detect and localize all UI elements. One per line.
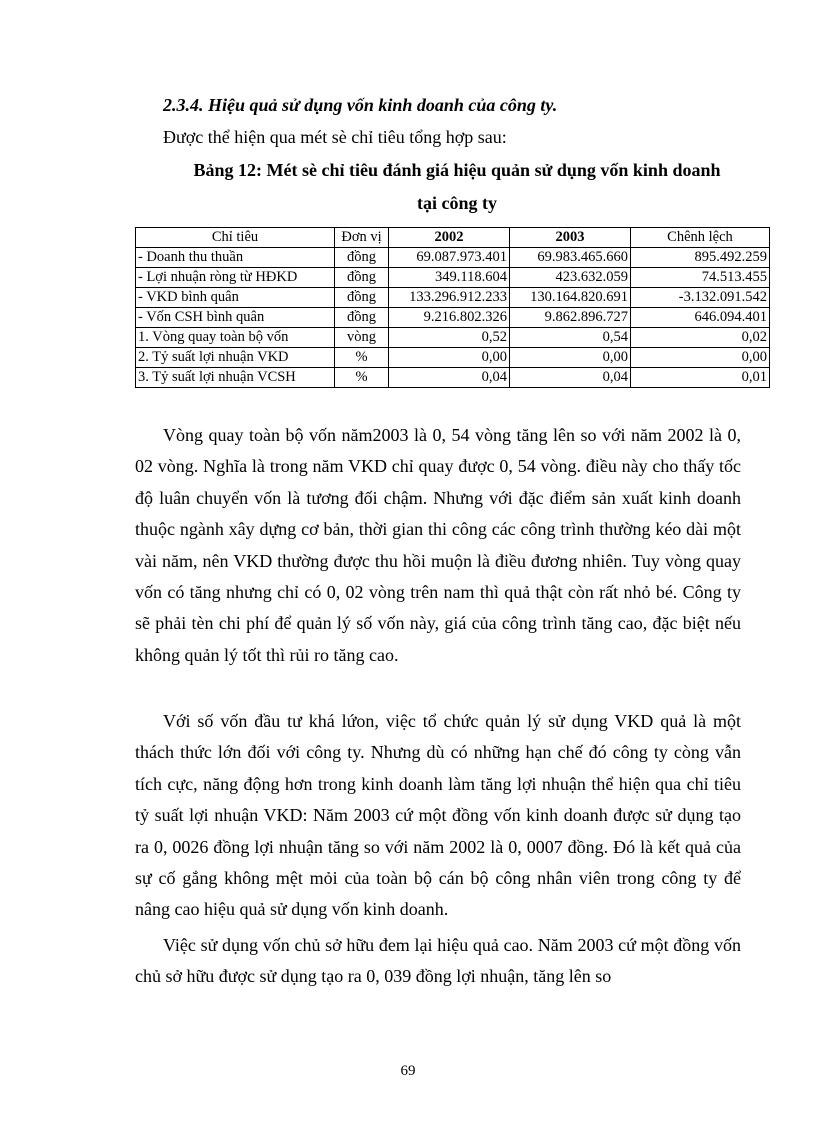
- row-value-2003: 0,54: [510, 328, 631, 348]
- table-row: [136, 308, 770, 328]
- intro-text: Được thể hiện qua mét sè chỉ tiêu tổng hợp sau:: [163, 127, 507, 147]
- body-paragraph: [135, 420, 741, 671]
- row-unit: vòng: [335, 328, 389, 348]
- row-value-2002: 69.087.973.401: [389, 248, 510, 268]
- row-difference: -3.132.091.542: [631, 288, 770, 308]
- table-row: [136, 288, 770, 308]
- row-value-2002: 133.296.912.233: [389, 288, 510, 308]
- row-difference: 0,00: [631, 348, 770, 368]
- table-header-row: [136, 228, 770, 248]
- row-value-2002: 349.118.604: [389, 268, 510, 288]
- row-unit: đồng: [335, 288, 389, 308]
- row-label: - Lợi nhuận ròng từ HĐKD: [136, 268, 335, 288]
- paragraph-text: Vòng quay toàn bộ vốn năm2003 là 0, 54 vòng tăng lên so với năm 2002 là 0, 02 vòng. Nghĩa là trong năm VKD chỉ quay được 0, 54 vòng. điều này cho thấy tốc độ luân chuyển vốn là tương đối chậm. Nhưng với đặc điểm sản xuất kinh doanh thuộc ngành xây dựng cơ bản, thời gian thi công các công trình thường kéo dài một vài năm, nên VKD thường được thu hồi muộn là điều đương nhiên. Tuy vòng quay vốn có tăng nhưng chỉ có 0, 02 vòng trên nam thì quả thật còn rất nhỏ bé. Công ty sẽ phải tèn chi phí để quản lý số vốn này, giá của công trình tăng cao, đặc biệt nếu không quản lý tốt thì rủi ro tăng cao.: [135, 425, 741, 665]
- row-difference: 0,02: [631, 328, 770, 348]
- indicators-table: [135, 227, 770, 388]
- table-row: [136, 248, 770, 268]
- row-value-2003: 9.862.896.727: [510, 308, 631, 328]
- row-difference: 646.094.401: [631, 308, 770, 328]
- header-2003: 2003: [510, 228, 631, 248]
- header-indicator: Chỉ tiêu: [136, 228, 335, 248]
- table-caption-line-2: tại công ty: [417, 193, 497, 213]
- row-difference: 0,01: [631, 368, 770, 388]
- row-unit: đồng: [335, 268, 389, 288]
- row-label: - VKD bình quân: [136, 288, 335, 308]
- row-value-2002: 9.216.802.326: [389, 308, 510, 328]
- body-paragraph: [135, 706, 741, 926]
- table-row: [136, 348, 770, 368]
- row-value-2003: 69.983.465.660: [510, 248, 631, 268]
- row-value-2003: 423.632.059: [510, 268, 631, 288]
- row-value-2003: 130.164.820.691: [510, 288, 631, 308]
- table-row: [136, 268, 770, 288]
- row-unit: %: [335, 368, 389, 388]
- row-label: 3. Tỷ suất lợi nhuận VCSH: [136, 368, 335, 388]
- table-row: [136, 328, 770, 348]
- row-value-2002: 0,04: [389, 368, 510, 388]
- row-difference: 895.492.259: [631, 248, 770, 268]
- paragraph-text: Với số vốn đầu tư khá lứon, việc tổ chức quản lý sử dụng VKD quả là một thách thức lớn đối với công ty. Nhưng dù có những hạn chế đó công ty còng vẫn tích cực, năng động hơn trong kinh doanh làm tăng lợi nhuận thể hiện qua chỉ tiêu tỷ suất lợi nhuận VKD: Năm 2003 cứ một đồng vốn kinh doanh được sử dụng tạo ra 0, 0026 đồng lợi nhuận tăng so với năm 2002 là 0, 0007 đồng. Đó là kết quả của sự cố gắng không mệt mỏi của toàn bộ cán bộ công nhân viên trong công ty để nâng cao hiệu quả sử dụng vốn kinh doanh.: [135, 711, 741, 920]
- section-heading: 2.3.4. Hiệu quả sử dụng vốn kinh doanh của công ty.: [163, 95, 558, 115]
- header-difference: Chênh lệch: [631, 228, 770, 248]
- paragraph-text: Việc sử dụng vốn chủ sở hữu đem lại hiệu quả cao. Năm 2003 cứ một đồng vốn chủ sở hữu được sử dụng tạo ra 0, 039 đồng lợi nhuận, tăng lên so: [135, 935, 741, 987]
- row-value-2003: 0,00: [510, 348, 631, 368]
- table-caption-line-1: Bảng 12: Mét sè chỉ tiêu đánh giá hiệu quản sử dụng vốn kinh doanh: [193, 160, 721, 180]
- row-value-2002: 0,00: [389, 348, 510, 368]
- page-number: 69: [400, 1063, 416, 1079]
- row-unit: đồng: [335, 308, 389, 328]
- row-difference: 74.513.455: [631, 268, 770, 288]
- row-unit: đồng: [335, 248, 389, 268]
- row-label: 1. Vòng quay toàn bộ vốn: [136, 328, 335, 348]
- body-paragraph: [135, 930, 741, 993]
- row-label: - Vốn CSH bình quân: [136, 308, 335, 328]
- header-unit: Đơn vị: [335, 228, 389, 248]
- row-label: 2. Tỷ suất lợi nhuận VKD: [136, 348, 335, 368]
- table-row: [136, 368, 770, 388]
- header-2002: 2002: [389, 228, 510, 248]
- row-value-2003: 0,04: [510, 368, 631, 388]
- row-value-2002: 0,52: [389, 328, 510, 348]
- row-unit: %: [335, 348, 389, 368]
- row-label: - Doanh thu thuần: [136, 248, 335, 268]
